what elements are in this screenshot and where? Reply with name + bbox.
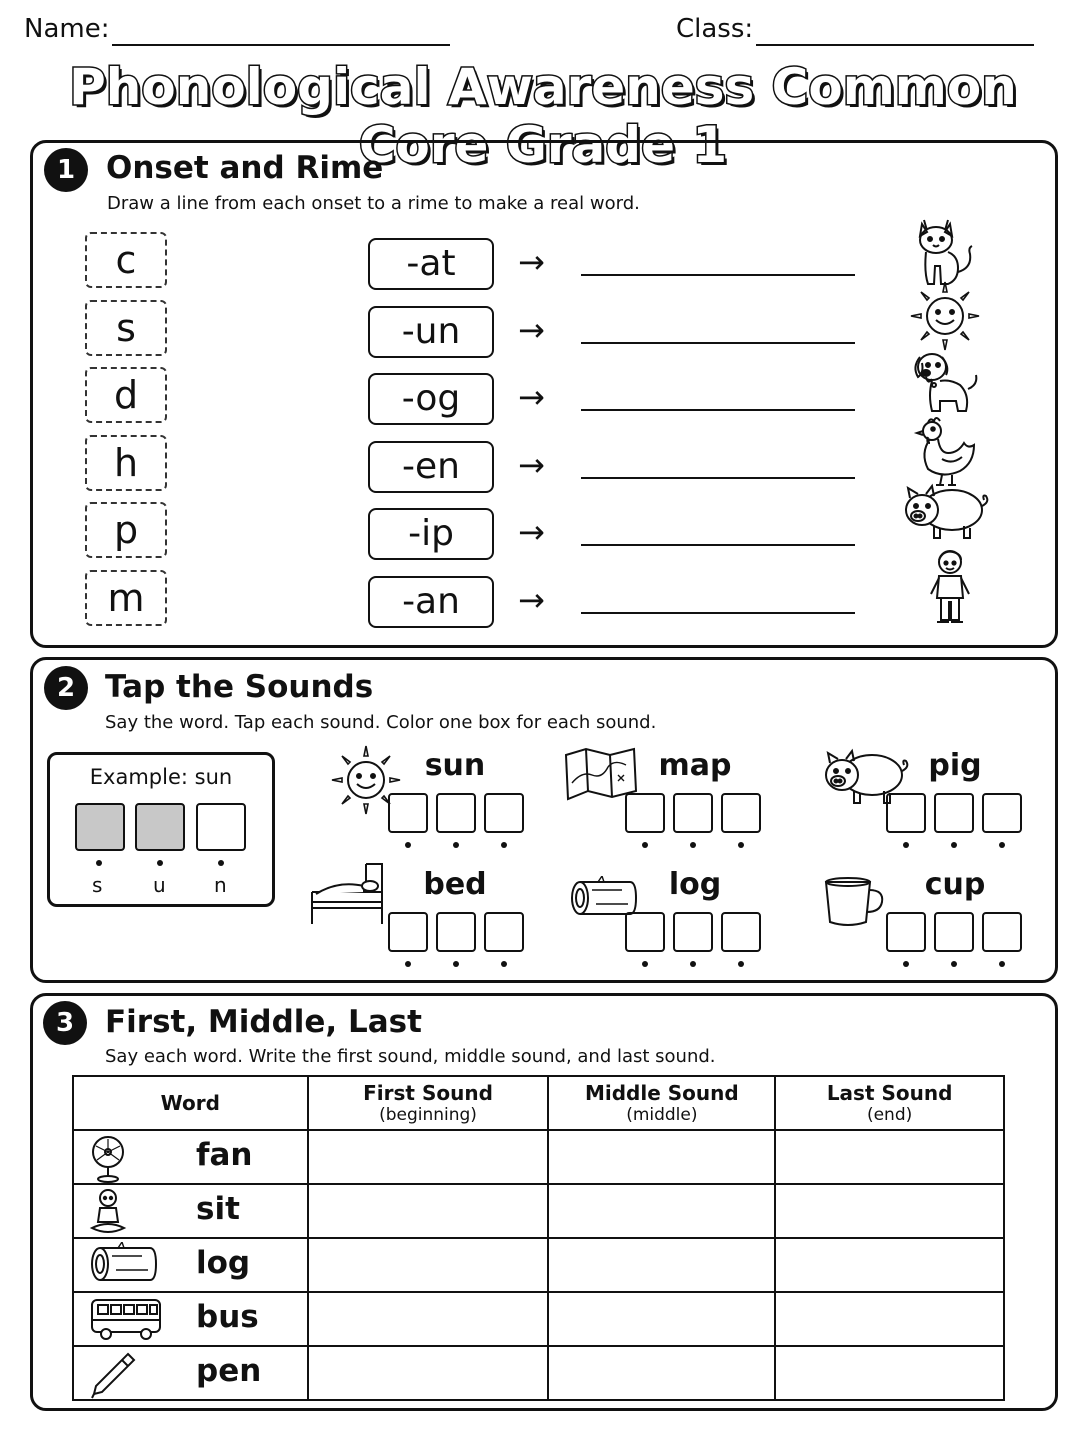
sound-box bbox=[75, 803, 125, 851]
sound-dot bbox=[453, 842, 459, 848]
sound-dot bbox=[405, 842, 411, 848]
sound-dot bbox=[642, 961, 648, 967]
table-row bbox=[73, 1238, 1004, 1292]
word-label: bed bbox=[423, 867, 487, 902]
first-sound-cell[interactable] bbox=[308, 1292, 549, 1346]
cup-icon bbox=[822, 876, 888, 932]
table-word: sit bbox=[196, 1191, 240, 1227]
sound-box[interactable] bbox=[625, 912, 665, 952]
rime-tile[interactable]: -un bbox=[368, 306, 494, 358]
sound-box[interactable] bbox=[934, 912, 974, 952]
onset-tile[interactable]: d bbox=[85, 367, 167, 423]
word-label: sun bbox=[424, 748, 486, 783]
middle-sound-cell[interactable] bbox=[548, 1346, 775, 1400]
sound-dot bbox=[96, 860, 102, 866]
answer-line[interactable] bbox=[581, 612, 855, 614]
sound-dot bbox=[738, 842, 744, 848]
word-label: map bbox=[658, 748, 732, 783]
middle-sound-cell[interactable] bbox=[548, 1238, 775, 1292]
sound-dot bbox=[738, 961, 744, 967]
word-label: log bbox=[668, 867, 722, 902]
rime-tile[interactable]: -an bbox=[368, 576, 494, 628]
sound-box[interactable] bbox=[436, 793, 476, 833]
section-title: Onset and Rime bbox=[106, 150, 384, 186]
onset-tile[interactable]: s bbox=[85, 300, 167, 356]
middle-sound-cell[interactable] bbox=[548, 1184, 775, 1238]
arrow-icon: → bbox=[518, 581, 545, 619]
first-sound-cell[interactable] bbox=[308, 1130, 549, 1184]
onset-tile[interactable]: m bbox=[85, 570, 167, 626]
word-label: pig bbox=[928, 748, 982, 783]
word-cell bbox=[73, 1184, 308, 1238]
bed-icon bbox=[308, 858, 388, 932]
arrow-icon: → bbox=[518, 243, 545, 281]
sound-box[interactable] bbox=[721, 912, 761, 952]
sound-box[interactable] bbox=[886, 912, 926, 952]
sound-dot bbox=[999, 842, 1005, 848]
sound-dot bbox=[690, 961, 696, 967]
section-number: 1 bbox=[44, 148, 88, 192]
last-sound-cell[interactable] bbox=[775, 1238, 1004, 1292]
arrow-icon: → bbox=[518, 311, 545, 349]
dog-icon bbox=[910, 345, 986, 423]
example-sound: s bbox=[92, 873, 103, 897]
sound-dot bbox=[690, 842, 696, 848]
rime-tile[interactable]: -og bbox=[368, 373, 494, 425]
answer-line[interactable] bbox=[581, 274, 855, 276]
table-row bbox=[73, 1130, 1004, 1184]
sound-dot bbox=[951, 961, 957, 967]
table-row bbox=[73, 1346, 1004, 1400]
sound-dot bbox=[642, 842, 648, 848]
last-sound-cell[interactable] bbox=[775, 1292, 1004, 1346]
sound-box[interactable] bbox=[673, 912, 713, 952]
sound-box[interactable] bbox=[388, 793, 428, 833]
sound-box[interactable] bbox=[982, 912, 1022, 952]
sound-box[interactable] bbox=[436, 912, 476, 952]
sound-table bbox=[72, 1075, 1005, 1401]
rime-tile[interactable]: -at bbox=[368, 238, 494, 290]
middle-sound-cell[interactable] bbox=[548, 1292, 775, 1346]
onset-tile[interactable]: p bbox=[85, 502, 167, 558]
class-label: Class: bbox=[676, 14, 754, 44]
sound-box[interactable] bbox=[388, 912, 428, 952]
answer-line[interactable] bbox=[581, 544, 855, 546]
sound-dot bbox=[903, 842, 909, 848]
rime-tile[interactable]: -ip bbox=[368, 508, 494, 560]
word-cell bbox=[73, 1346, 308, 1400]
last-sound-cell[interactable] bbox=[775, 1184, 1004, 1238]
section-instruction: Say the word. Tap each sound. Color one box for each sound. bbox=[105, 712, 657, 733]
answer-line[interactable] bbox=[581, 409, 855, 411]
pig-icon bbox=[898, 480, 992, 548]
arrow-icon: → bbox=[518, 446, 545, 484]
word-label: cup bbox=[924, 867, 986, 902]
example-label: Example: sun bbox=[89, 765, 233, 789]
section-title: First, Middle, Last bbox=[105, 1004, 422, 1040]
sound-dot bbox=[157, 860, 163, 866]
table-row bbox=[73, 1292, 1004, 1346]
sound-box[interactable] bbox=[484, 912, 524, 952]
onset-tile[interactable]: c bbox=[85, 232, 167, 288]
arrow-icon: → bbox=[518, 513, 545, 551]
example-sound: u bbox=[153, 873, 166, 897]
rime-tile[interactable]: -en bbox=[368, 441, 494, 493]
sound-box bbox=[135, 803, 185, 851]
last-sound-cell[interactable] bbox=[775, 1130, 1004, 1184]
sound-dot bbox=[501, 961, 507, 967]
first-sound-cell[interactable] bbox=[308, 1238, 549, 1292]
section-number: 3 bbox=[43, 1001, 87, 1045]
column-header-last: Last Sound (end) bbox=[775, 1076, 1004, 1130]
column-header-middle: Middle Sound (middle) bbox=[548, 1076, 775, 1130]
word-cell bbox=[73, 1130, 308, 1184]
sound-dot bbox=[951, 842, 957, 848]
example-sound: n bbox=[214, 873, 227, 897]
word-cell bbox=[73, 1238, 308, 1292]
table-word: pen bbox=[196, 1353, 262, 1389]
sound-box[interactable] bbox=[484, 793, 524, 833]
sound-box[interactable] bbox=[673, 793, 713, 833]
answer-line[interactable] bbox=[581, 342, 855, 344]
boy-icon bbox=[925, 548, 975, 632]
section-number: 2 bbox=[44, 666, 88, 710]
name-field[interactable] bbox=[112, 44, 450, 46]
sound-box[interactable] bbox=[934, 793, 974, 833]
section-instruction: Draw a line from each onset to a rime to make a real word. bbox=[107, 193, 640, 214]
sound-dot bbox=[501, 842, 507, 848]
sound-dot bbox=[999, 961, 1005, 967]
table-word: log bbox=[196, 1245, 251, 1281]
onset-tile[interactable]: h bbox=[85, 435, 167, 491]
sound-box[interactable] bbox=[886, 793, 926, 833]
middle-sound-cell[interactable] bbox=[548, 1130, 775, 1184]
section-title: Tap the Sounds bbox=[105, 669, 374, 705]
table-word: bus bbox=[196, 1299, 259, 1335]
section-instruction: Say each word. Write the first sound, middle sound, and last sound. bbox=[105, 1046, 716, 1067]
column-header-word: Word bbox=[73, 1076, 308, 1130]
page-title: Phonological Awareness Common Core Grade 1 bbox=[69, 58, 1017, 174]
answer-line[interactable] bbox=[581, 477, 855, 479]
first-sound-cell[interactable] bbox=[308, 1346, 549, 1400]
sound-dot bbox=[405, 961, 411, 967]
sound-box[interactable] bbox=[982, 793, 1022, 833]
sound-box[interactable] bbox=[625, 793, 665, 833]
column-header-first: First Sound (beginning) bbox=[308, 1076, 549, 1130]
sound-dot bbox=[218, 860, 224, 866]
sound-dot bbox=[453, 961, 459, 967]
sound-dot bbox=[903, 961, 909, 967]
sound-box bbox=[196, 803, 246, 851]
first-sound-cell[interactable] bbox=[308, 1184, 549, 1238]
table-word: fan bbox=[196, 1137, 253, 1173]
arrow-icon: → bbox=[518, 378, 545, 416]
table-row bbox=[73, 1184, 1004, 1238]
last-sound-cell[interactable] bbox=[775, 1346, 1004, 1400]
class-field[interactable] bbox=[756, 44, 1034, 46]
name-label: Name: bbox=[24, 14, 110, 44]
sound-box[interactable] bbox=[721, 793, 761, 833]
word-cell bbox=[73, 1292, 308, 1346]
